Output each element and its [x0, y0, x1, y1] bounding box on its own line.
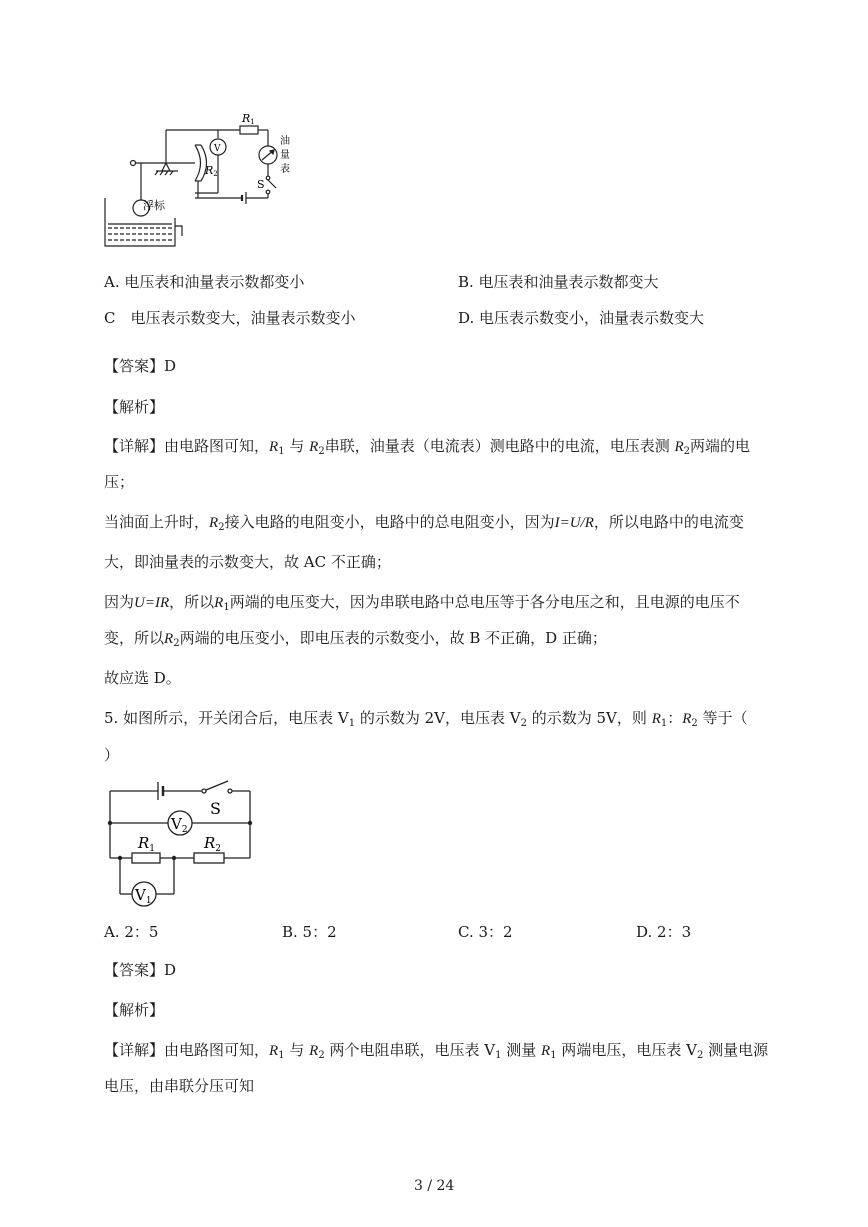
fig1-float-label: 浮标 [143, 199, 165, 212]
q4-detail-line-7: 故应选 D。 [104, 669, 181, 687]
fig2-v2-label: $V_2$ [171, 815, 188, 835]
q5-detail-line-1: 【详解】由电路图可知，$R_1$ 与 $R_2$ 两个电阻串联，电压表 $V_1$ 测量 $R_1$ 两端电压，电压表 $V_2$ 测量电源 [104, 1041, 769, 1061]
fig2-v1-label: $V_1$ [135, 886, 152, 906]
q5-detail-line-2: 电压，由串联分压可知 [104, 1077, 255, 1095]
fig2-switch-label: S [210, 799, 221, 818]
fig1-oil-meter-label-3: 表 [280, 164, 290, 175]
page-number: 3 / 24 [414, 1178, 455, 1194]
fig1-oil-meter-label-1: 油 [280, 136, 290, 147]
q4-option-a: A. 电压表和油量表示数都变小 [104, 273, 305, 291]
q4-answer: 【答案】D [104, 357, 177, 375]
q5-option-a: A. 2：5 [104, 923, 159, 941]
fig2-r1-label: $R_1$ [138, 834, 156, 854]
q4-detail-line-3: 当油面上升时，$R_2$接入电路的电阻变小，电路中的总电阻变小，因为I=U/R，所以电路中的电流变 [104, 513, 744, 533]
q5-answer: 【答案】D [104, 961, 177, 979]
fig1-r2-label: R2 [205, 164, 218, 178]
q4-analysis-label: 【解析】 [104, 398, 165, 416]
fig1-r1-label: R1 [242, 112, 255, 126]
q4-detail-line-2: 压； [104, 473, 135, 491]
q5-stem-close: ） [104, 746, 120, 764]
q5-option-d: D. 2：3 [636, 923, 692, 941]
q4-option-b: B. 电压表和油量表示数都变大 [458, 273, 659, 291]
fig1-voltmeter-label: V [214, 144, 221, 154]
q5-option-c: C. 3：2 [458, 923, 513, 941]
series-circuit-diagram [100, 776, 260, 908]
q4-detail-line-4: 大，即油量表的示数变大，故 AC 不正确； [104, 553, 391, 571]
q5-stem: 5. 如图所示，开关闭合后，电压表 $V_1$ 的示数为 2V，电压表 $V_2$ 的示数为 5V，则 $R_1$：$R_2$ 等于（ [104, 709, 748, 729]
q4-option-d: D. 电压表示数变小，油量表示数变大 [458, 309, 705, 327]
q5-option-b: B. 5：2 [282, 923, 337, 941]
fig1-oil-meter-label-2: 量 [280, 150, 290, 161]
fig1-switch-label: S [257, 178, 265, 191]
q4-detail-line-6: 变，所以$R_2$两端的电压变小，即电压表的示数变小，故 B 不正确，D 正确； [104, 629, 607, 649]
q5-analysis-label: 【解析】 [104, 1001, 165, 1019]
q4-option-c: C 电压表示数变大，油量表示数变小 [104, 309, 356, 327]
oil-gauge-circuit-diagram [100, 108, 300, 253]
q4-detail-line-5: 因为U=IR，所以$R_1$两端的电压变大，因为串联电路中总电压等于各分电压之和，且电源的电压不 [104, 593, 740, 613]
fig2-r2-label: $R_2$ [204, 834, 222, 854]
q4-detail-line-1: 【详解】由电路图可知，$R_1$ 与 $R_2$串联，油量表（电流表）测电路中的电流，电压表测 $R_2$两端的电 [104, 437, 751, 457]
